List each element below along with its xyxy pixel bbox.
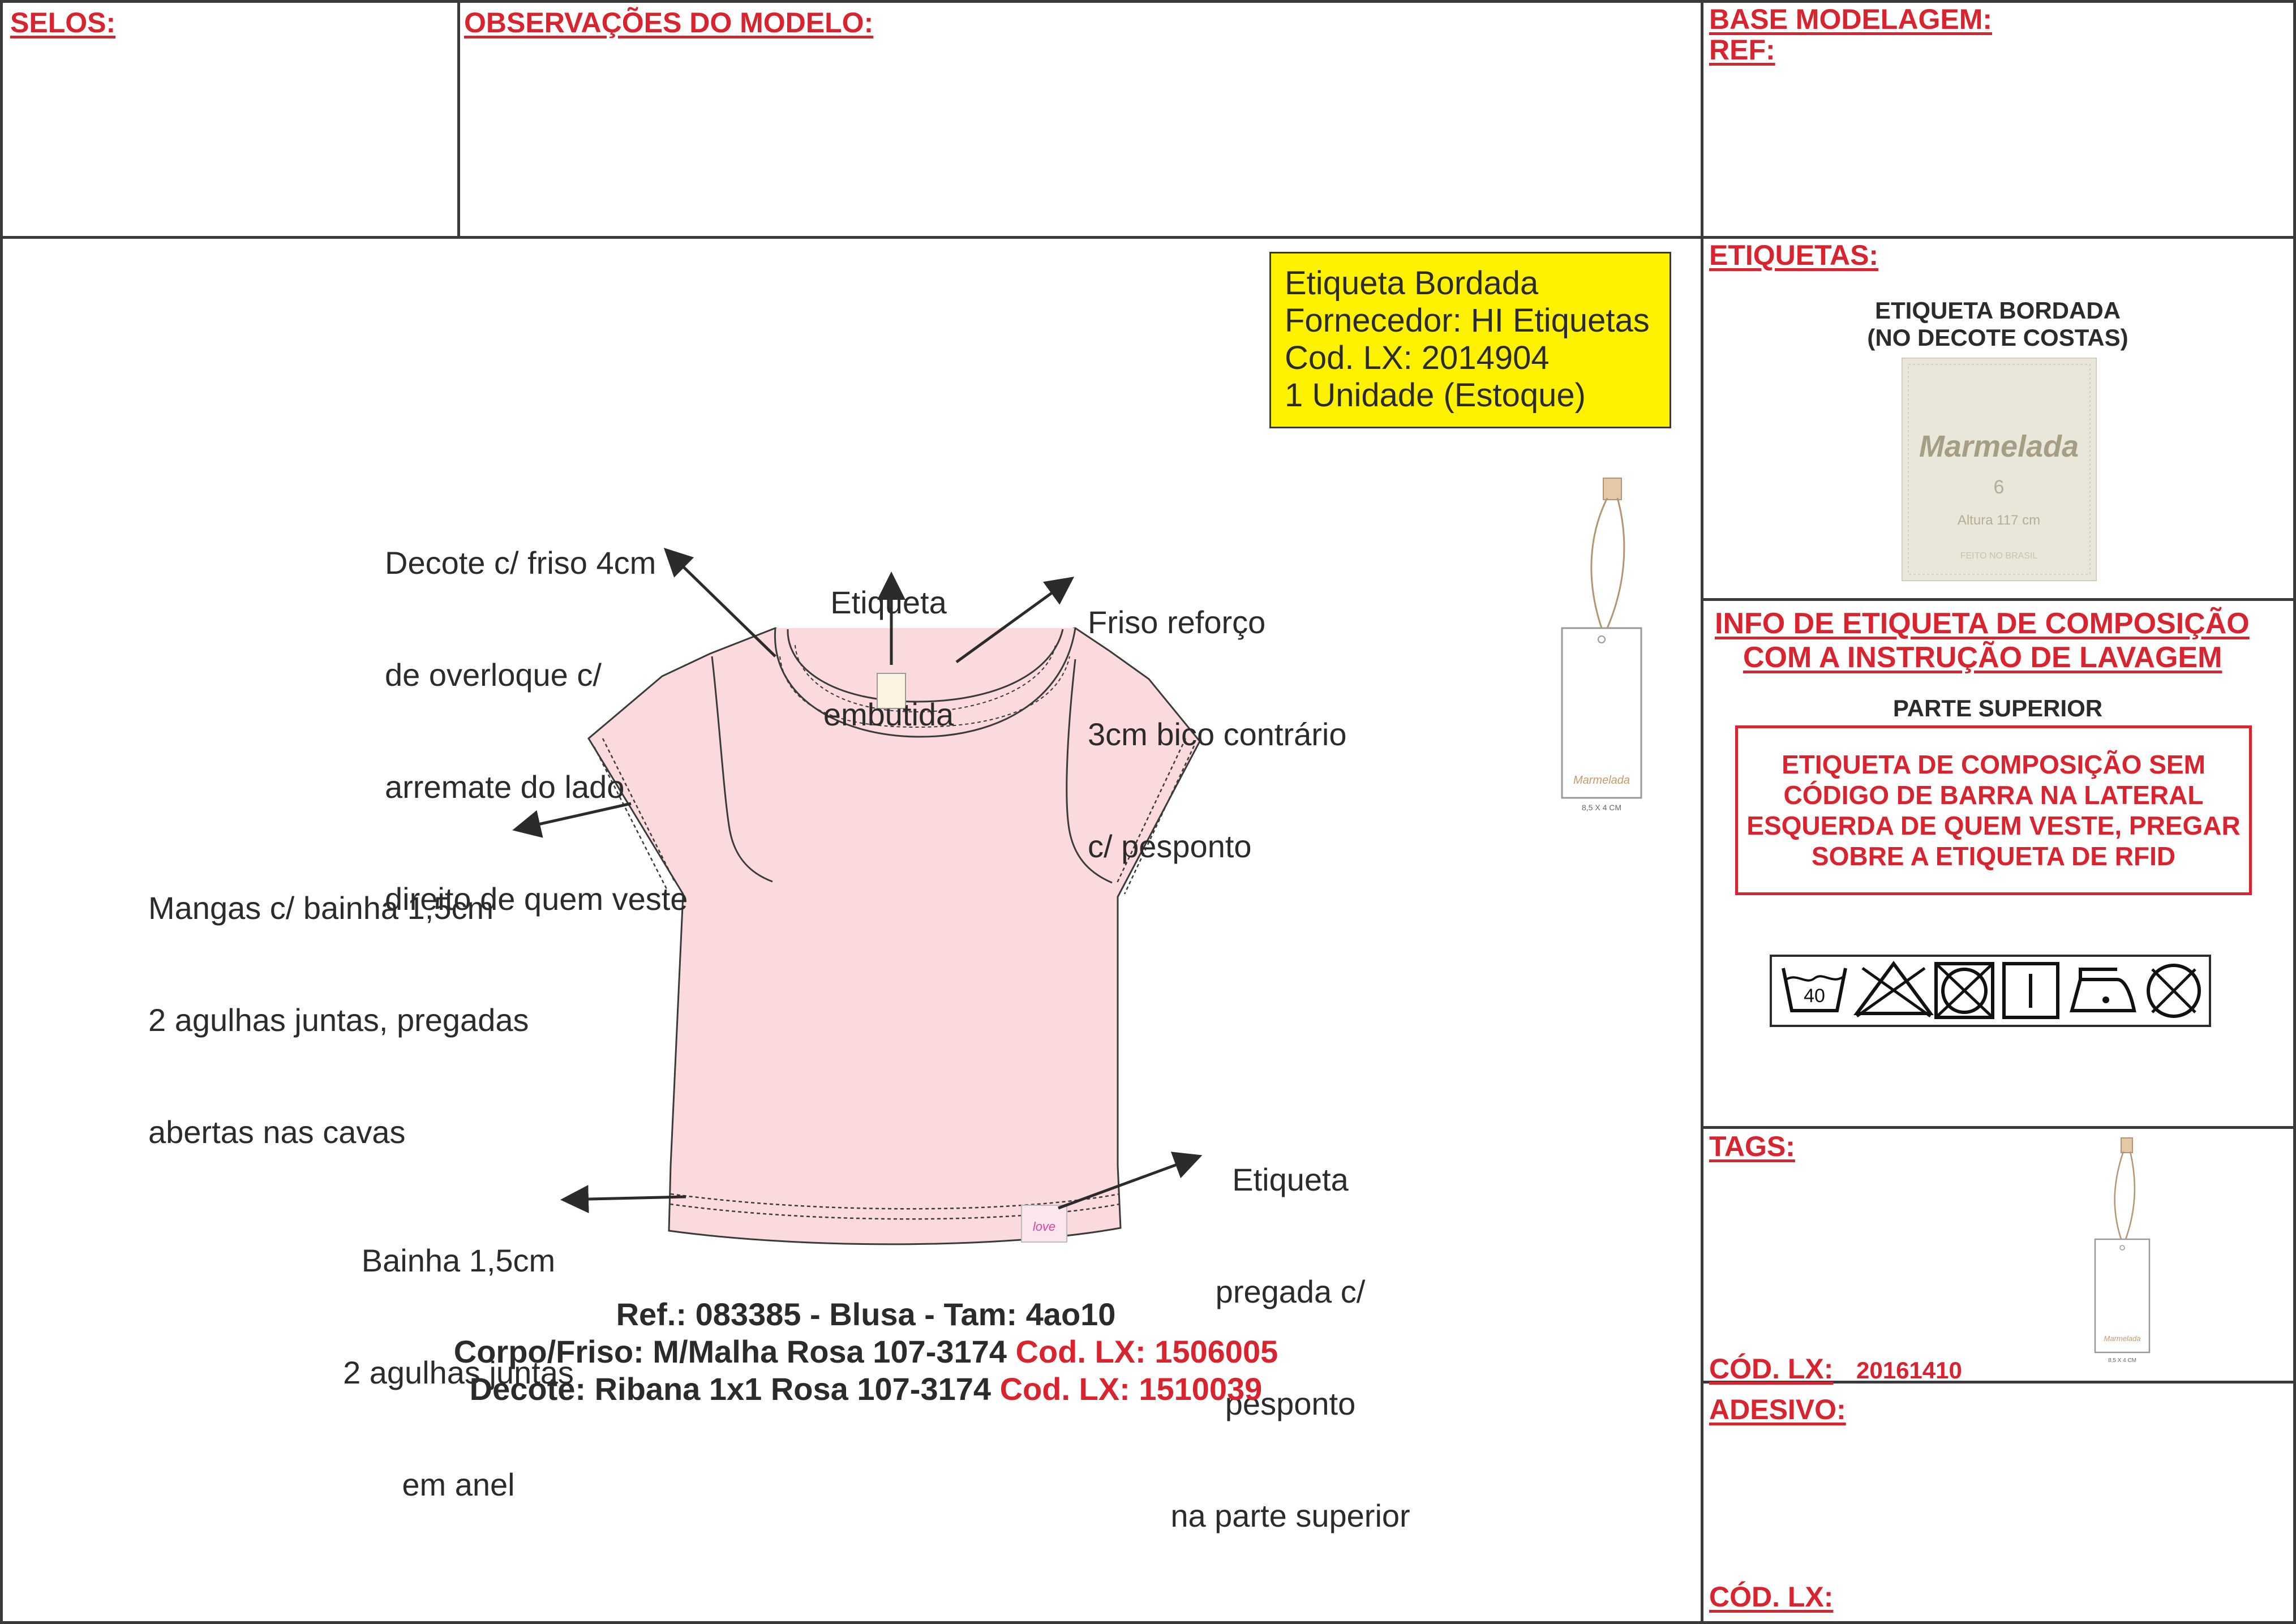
selos-title: SELOS:	[10, 7, 116, 38]
composicao-title-1: INFO DE ETIQUETA DE COMPOSIÇÃO	[1715, 607, 2250, 640]
note-line: Mangas c/ bainha 1,5cm	[148, 890, 494, 926]
tags-cod-value: 20161410	[1856, 1357, 1962, 1384]
note-line: abertas nas cavas	[148, 1114, 406, 1150]
iron-low-icon	[2072, 969, 2134, 1011]
reference-block	[430, 1296, 1302, 1408]
note-line: Friso reforço	[1088, 604, 1266, 640]
label-note-line: Etiqueta Bordada	[1285, 265, 1539, 302]
note-line: c/ pesponto	[1088, 828, 1252, 864]
base-modelagem-title: BASE MODELAGEM:	[1709, 3, 1992, 35]
ref-title: REF:	[1709, 34, 1775, 66]
reference-line	[430, 1333, 1302, 1370]
reference-code: Cod. LX: 1510039	[999, 1371, 1263, 1407]
note-line: 2 agulhas juntas, pregadas	[148, 1002, 529, 1038]
etiquetas-title: ETIQUETAS:	[1709, 239, 1879, 271]
svg-text:love: love	[1032, 1219, 1056, 1234]
hangtag-illustration	[1551, 475, 1653, 815]
note-line: em anel	[402, 1467, 515, 1502]
svg-text:40: 40	[1804, 985, 1825, 1007]
label-note-line: 1 Unidade (Estoque)	[1285, 377, 1586, 414]
composicao-instructions-box	[1735, 725, 2252, 895]
reference-line: Ref.: 083385 - Blusa - Tam: 4ao10	[616, 1296, 1116, 1332]
reference-line	[430, 1370, 1302, 1408]
hangtag-brand: Marmelada	[1573, 774, 1630, 787]
no-dry-clean-icon	[2148, 965, 2199, 1016]
composicao-title-2: COM A INSTRUÇÃO DE LAVAGEM	[1743, 641, 2222, 674]
label-size: 6	[1993, 476, 2005, 498]
tags-title: TAGS:	[1709, 1131, 1795, 1162]
note-line: Decote c/ friso 4cm	[385, 545, 656, 581]
label-origin: FEITO NO BRASIL	[1960, 551, 2038, 561]
care-symbols	[1770, 955, 2211, 1027]
instruction-line: ETIQUETA DE COMPOSIÇÃO SEM	[1782, 750, 2205, 779]
reinforcement-note	[1088, 529, 1347, 940]
line-dry-icon	[2004, 964, 2058, 1017]
composicao-subtitle: PARTE SUPERIOR	[1892, 695, 2103, 721]
wash-40-icon	[1783, 968, 1846, 1011]
note-line: na parte superior	[1170, 1498, 1410, 1533]
caption-line: (NO DECOTE COSTAS)	[1867, 324, 2128, 351]
reference-text: Corpo/Friso: M/Malha Rosa 107-3174	[453, 1334, 1016, 1369]
hangtag-size: 8,5 X 4 CM	[1581, 803, 1622, 812]
no-bleach-icon	[1857, 964, 1930, 1016]
caption-line: ETIQUETA BORDADA	[1875, 297, 2121, 324]
reference-code: Cod. LX: 1506005	[1015, 1334, 1278, 1369]
sleeves-note	[148, 815, 529, 1226]
label-height: Altura 117 cm	[1957, 513, 2041, 528]
observacoes-title: OBSERVAÇÕES DO MODELO:	[464, 7, 874, 38]
etiqueta-caption	[1828, 297, 2168, 351]
etiquetas-divider	[1701, 598, 2296, 601]
note-line: 2 agulhas juntas	[343, 1355, 574, 1390]
tag-size: 8,5 X 4 CM	[2108, 1357, 2137, 1364]
note-line: Etiqueta	[830, 585, 947, 620]
instruction-line: CÓDIGO DE BARRA NA LATERAL	[1783, 780, 2204, 810]
tags-cod-label: CÓD. LX:	[1709, 1353, 1834, 1385]
note-line: Etiqueta	[1232, 1162, 1349, 1197]
inner-label-note	[804, 509, 973, 808]
adesivo-title: ADESIVO:	[1709, 1394, 1846, 1425]
reference-text: Decote: Ribana 1x1 Rosa 107-3174	[469, 1371, 1000, 1407]
label-brand: Marmelada	[1919, 429, 2079, 463]
composicao-divider	[1701, 1126, 2296, 1129]
note-line: pregada c/	[1215, 1274, 1366, 1309]
note-line: Bainha 1,5cm	[361, 1243, 556, 1278]
adesivo-cod-label: CÓD. LX:	[1709, 1581, 1834, 1613]
tag-illustration	[2088, 1135, 2156, 1367]
note-line: arremate do lado	[385, 769, 625, 805]
instruction-line: SOBRE A ETIQUETA DE RFID	[1811, 841, 2176, 871]
note-line: direito de quem veste	[385, 881, 688, 917]
note-line: de overloque c/	[385, 657, 602, 693]
label-note-line: Cod. LX: 2014904	[1285, 340, 1550, 376]
label-note-line: Fornecedor: HI Etiquetas	[1285, 302, 1650, 339]
note-line: embutida	[823, 697, 954, 732]
embroidered-label-image	[1902, 358, 2097, 581]
note-line: pesponto	[1225, 1386, 1356, 1421]
instruction-line: ESQUERDA DE QUEM VESTE, PREGAR	[1746, 811, 2241, 840]
no-tumble-dry-icon	[1936, 964, 1993, 1017]
tag-brand: Marmelada	[2104, 1334, 2141, 1343]
note-line: 3cm bico contrário	[1088, 716, 1347, 752]
